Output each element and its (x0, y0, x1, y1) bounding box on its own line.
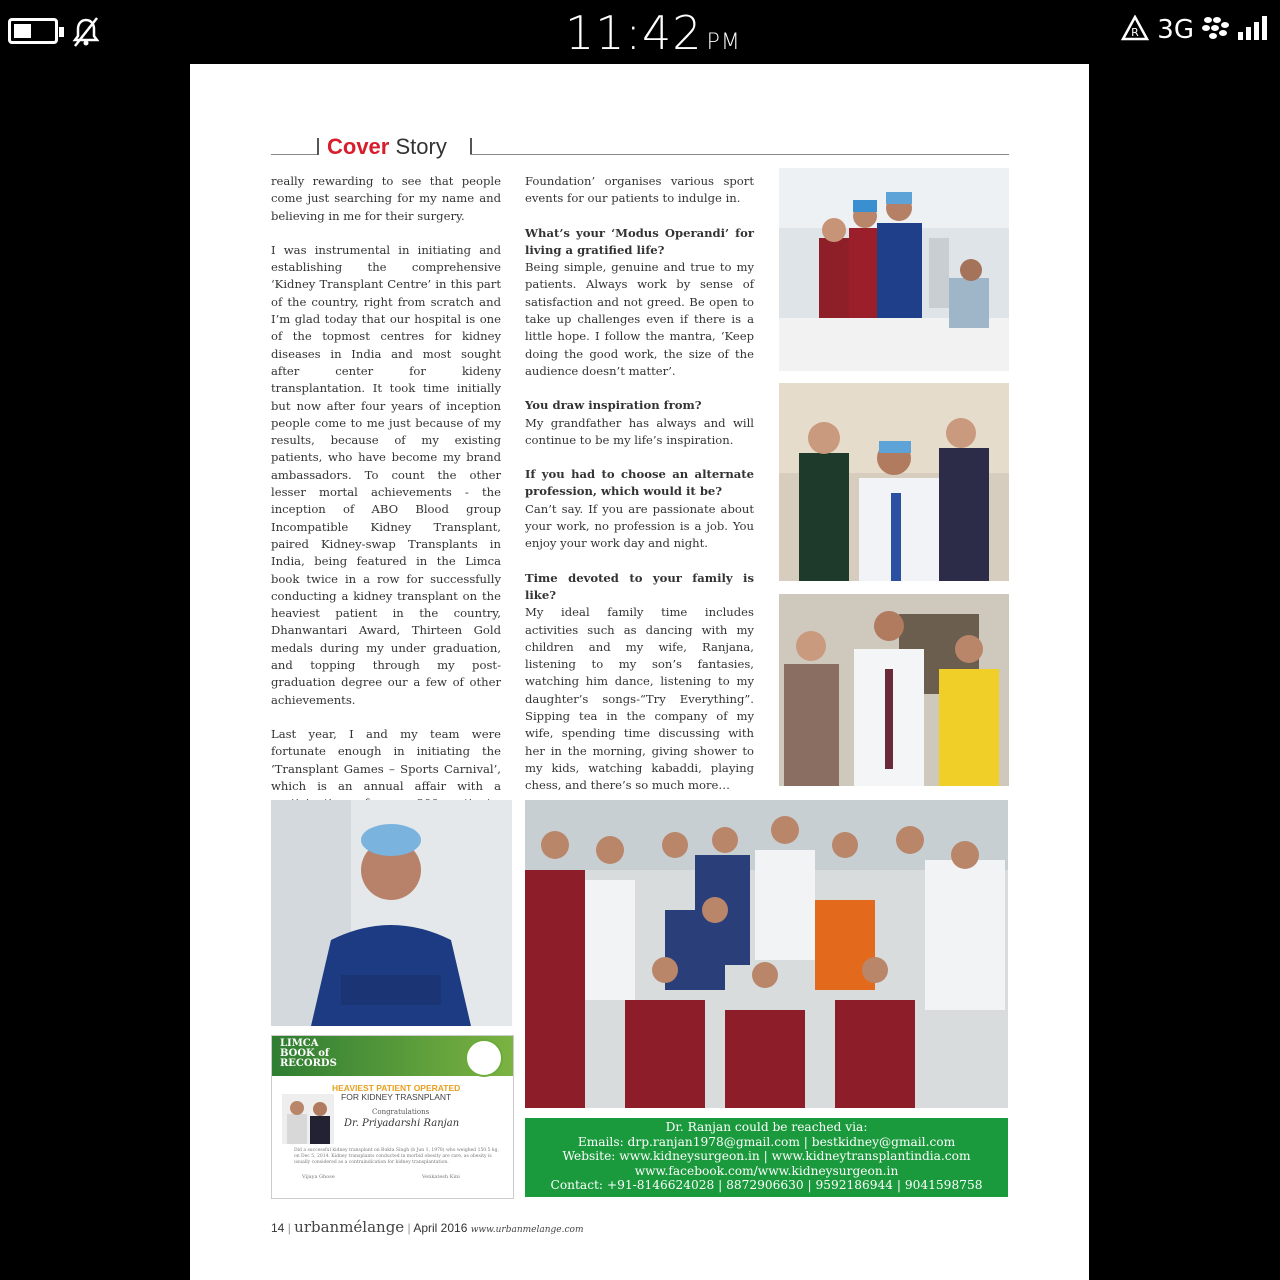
contact-box: Dr. Ranjan could be reached via: Emails: drp.ranjan1978@gmail.com | bestkidney@gmail.com Website: www.kidneysurgeon.in | www.kidneytransplantindia.com www.facebook.com/www.kidneysurgeon.in Contact: +91-8146624028 | 8872906630 | 9592186944 | 9041598758 (525, 1118, 1008, 1197)
paragraph: Last year, I and my team were fortunate enough in initiating the ‘Transplant Games – Sports Carnival’, which is an annual affair with a (271, 726, 501, 793)
clock: 11:42 PM (565, 6, 741, 60)
signal-icon (1238, 14, 1272, 46)
contact-phones: Contact: +91-8146624028 | 8872906630 | 9592186944 | 9041598758 (550, 1178, 983, 1193)
record-seal-icon (465, 1039, 503, 1077)
signature: Vijaya Ghose (302, 1174, 335, 1180)
blackberry-icon (1202, 16, 1230, 44)
section-title: Cover Story (327, 134, 447, 159)
signature: Venkatesh Kini (422, 1174, 460, 1180)
question: What’s your ‘Modus Operandi’ for living a gratified life? (525, 225, 754, 257)
doctor-with-children-photo (779, 383, 1009, 581)
contact-websites: Website: www.kidneysurgeon.in | www.kidneytransplantindia.com (562, 1149, 971, 1164)
certificate-photo (282, 1094, 334, 1144)
certificate-name: Dr. Priyadarshi Ranjan (344, 1118, 460, 1129)
question: You draw inspiration from? (525, 398, 702, 413)
magazine-page (190, 64, 1089, 1280)
article-column-1 (271, 173, 501, 881)
doctor-portrait-photo (271, 800, 512, 1026)
paragraph: really rewarding to see that people come just searching for my name and believing in me for their surgery. (271, 174, 501, 223)
page-footer: 14 | urbanmélange | April 2016 www.urbanmelange.com (271, 1218, 584, 1236)
question: Time devoted to your family is like? (525, 570, 754, 602)
question: If you had to choose an alternate profession, which would it be? (525, 467, 754, 499)
bell-muted-icon (72, 16, 100, 52)
team-group-photo (525, 800, 1008, 1108)
section-header (271, 134, 1009, 158)
page-number: 14 (271, 1221, 285, 1235)
contact-emails: Emails: drp.ranjan1978@gmail.com | bestkidney@gmail.com (577, 1134, 956, 1149)
contact-facebook: www.facebook.com/www.kidneysurgeon.in (634, 1163, 899, 1178)
limca-logo: LIMCA BOOK of RECORDS (280, 1038, 337, 1069)
answer: Can’t say. If you are passionate about your work, no profession is a job. You enjoy your work day and night. (525, 501, 754, 551)
paragraph: Foundation’ organises various sport events for our patients to indulge in. (525, 174, 754, 206)
roaming-alert-icon (1121, 15, 1149, 45)
magazine-brand: urbanmélange (294, 1218, 405, 1236)
magazine-website: www.urbanmelange.com (470, 1225, 584, 1235)
issue-date: April 2016 (413, 1221, 468, 1235)
limca-certificate: LIMCA BOOK of RECORDS HEAVIEST PATIENT OPERATED FOR KIDNEY TRASNPLANT Congratulations Dr. Priyadarshi Ranjan Did a successful kidney transplant on Bukta Singh (b Jun 1, 1978) who weighed 150.5 kg, on Dec 5, 2014. Kidney transplants conducted in morbid obesity are rare, as obesity is usually considered as a contraindication for kidney transplantation. Vijaya Ghose Venkatesh Kini (271, 1035, 514, 1199)
answer: My ideal family time includes activities such as dancing with my children and my wife, Ranjana, listening to my son’s fantasies, watching him dance, listening to my daughter’s songs-“Try Everything”. Sipping tea in the company of my wife, spending time discussing with her in the morning, giving shower to my kids, watching kabaddi, playing chess, and there’s so much more… (525, 605, 754, 793)
network-type: 3G (1157, 15, 1194, 45)
answer: My grandfather has always and will continue to be my life’s inspiration. (525, 415, 754, 447)
article-column-2 (525, 173, 754, 812)
answer: Being simple, genuine and true to my patients. Always work by sense of satisfaction and not greed. Be open to take up challenges even if there is a little hope. I follow the mantra, ‘Keep doing the good work, the size of the audience doesn’t matter’. (525, 260, 754, 378)
doctor-with-staff-photo (779, 594, 1009, 786)
svg-text:R: R (1131, 26, 1140, 39)
certificate-heading: HEAVIEST PATIENT OPERATED FOR KIDNEY TRASNPLANT (332, 1083, 461, 1102)
hospital-room-photo (779, 168, 1009, 371)
paragraph: I was instrumental in initiating and establishing the comprehensive ‘Kidney Transplant Centre’ in this part of the country, right from scratch and I’m glad today that our hospital is one of the topmost centres for kidney diseases in India and most sought after center for kideny transplantation. It took time initially but now after four years of inception people come to me just because of my results, because of my existing patients, who have become my brand ambassadors. To count the other lesser mortal achievements - the inception of ABO Blood group Incompatible Kidney Transplant, paired Kidney-swap Transplants in India, being featured in the Limca book twice in a row for successfully conducting a kidney transplant on the heaviest patient in the country, Dhanwantari Award, Thirteen Gold medals during my under graduation, and topping through my post-graduation degree our a few of other achievements. (271, 242, 501, 707)
status-bar (0, 0, 1280, 64)
battery-icon (8, 18, 58, 44)
